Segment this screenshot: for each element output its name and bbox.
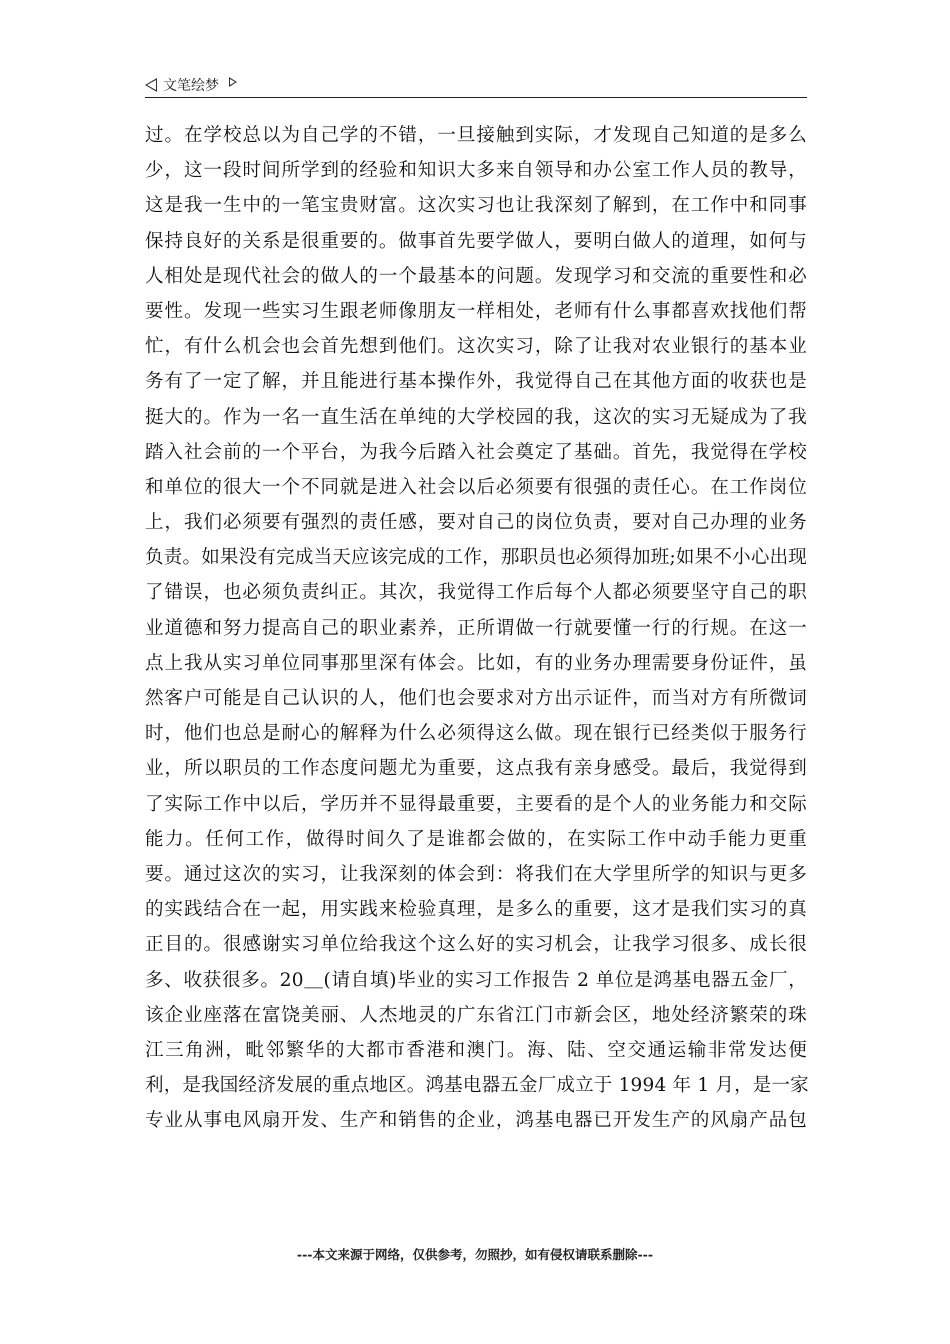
body-line: 保持良好的关系是很重要的。做事首先要学做人，要明白做人的道理，如何与 (145, 230, 807, 252)
body-line: 专业从事电风扇开发、生产和销售的企业，鸿基电器已开发生产的风扇产品包 (145, 1110, 807, 1132)
triangle-right-icon (229, 77, 237, 87)
body-line: 能力。任何工作，做得时间久了是谁都会做的，在实际工作中动手能力更重 (145, 828, 807, 850)
body-line: 的实践结合在一起，用实践来检验真理，是多么的重要，这才是我们实习的真 (145, 899, 807, 921)
triangle-left-icon (145, 78, 157, 92)
body-line: 正目的。很感谢实习单位给我这个这么好的实习机会，让我学习很多、成长很 (145, 934, 807, 956)
body-line: 点上我从实习单位同事那里深有体会。比如，有的业务办理需要身份证件，虽 (145, 652, 807, 674)
body-line: 江三角洲，毗邻繁华的大都市香港和澳门。海、陆、空交通运输非常发达便 (145, 1039, 807, 1061)
body-line: 时，他们也总是耐心的解释为什么必须得这么做。现在银行已经类似于服务行 (145, 723, 807, 745)
body-line: 多、收获很多。20＿(请自填)毕业的实习工作报告 2 单位是鸿基电器五金厂， (145, 969, 807, 991)
body-line: 业，所以职员的工作态度问题尤为重要，这点我有亲身感受。最后，我觉得到 (145, 758, 807, 780)
body-line: 了实际工作中以后，学历并不显得最重要，主要看的是个人的业务能力和交际 (145, 793, 807, 815)
body-line: 过。在学校总以为自己学的不错，一旦接触到实际，才发现自己知道的是多么 (145, 125, 807, 146)
body-line: 要性。发现一些实习生跟老师像朋友一样相处，老师有什么事都喜欢找他们帮 (145, 300, 807, 322)
body-line: 业道德和努力提高自己的职业素养，正所谓做一行就要懂一行的行规。在这一 (145, 617, 807, 639)
body-line: 负责。如果没有完成当天应该完成的工作，那职员也必须得加班;如果不小心出现 (145, 547, 807, 569)
body-line: 忙，有什么机会也会首先想到他们。这次实习，除了让我对农业银行的基本业 (145, 336, 807, 358)
body-line: 利，是我国经济发展的重点地区。鸿基电器五金厂成立于 1994 年 1 月，是一家 (145, 1075, 809, 1097)
body-line: 了错误，也必须负责纠正。其次，我觉得工作后每个人都必须要坚守自己的职 (145, 582, 807, 604)
body-line: 然客户可能是自己认识的人，他们也会要求对方出示证件，而当对方有所微词 (145, 688, 807, 709)
document-body (145, 118, 807, 1138)
body-line: 人相处是现代社会的做人的一个最基本的问题。发现学习和交流的重要性和必 (145, 265, 807, 287)
body-line: 上，我们必须要有强烈的责任感，要对自己的岗位负责，要对自己办理的业务 (145, 512, 807, 534)
footer-notice: ---本文来源于网络，仅供参考，勿照抄，如有侵权请联系删除--- (296, 1247, 654, 1262)
body-line: 和单位的很大一个不同就是进入社会以后必须要有很强的责任心。在工作岗位 (145, 476, 807, 498)
body-line: 少，这一段时间所学到的经验和知识大多来自领导和办公室工作人员的教导， (145, 160, 807, 182)
page-header (145, 73, 807, 98)
body-line: 要。通过这次的实习，让我深刻的体会到：将我们在大学里所学的知识与更多 (145, 863, 807, 885)
header-title: 文笔绘梦 (163, 78, 219, 94)
body-line: 踏入社会前的一个平台，为我今后踏入社会奠定了基础。首先，我觉得在学校 (145, 441, 807, 463)
body-line: 挺大的。作为一名一直生活在单纯的大学校园的我，这次的实习无疑成为了我 (145, 406, 807, 428)
body-line: 务有了一定了解，并且能进行基本操作外，我觉得自己在其他方面的收获也是 (145, 371, 807, 393)
body-line: 这是我一生中的一笔宝贵财富。这次实习也让我深刻了解到，在工作中和同事 (145, 195, 807, 217)
body-line: 该企业座落在富饶美丽、人杰地灵的广东省江门市新会区，地处经济繁荣的珠 (145, 1004, 807, 1026)
